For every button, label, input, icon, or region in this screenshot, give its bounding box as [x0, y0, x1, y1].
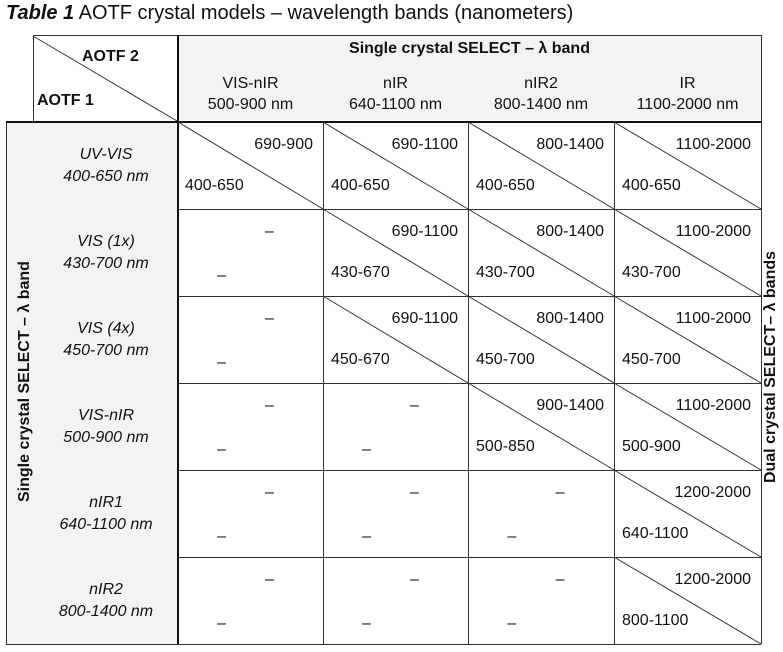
table-cell: [614, 470, 761, 557]
cell-top-value: –: [555, 484, 565, 501]
table-cell: [178, 122, 323, 209]
row-header-name: nIR1: [89, 494, 123, 511]
cell-bottom-value: 500-900: [622, 438, 681, 455]
cell-top-value: 690-900: [254, 136, 313, 153]
cell-top-value: –: [265, 310, 274, 327]
column-header-name: nIR: [383, 75, 408, 92]
cell-top-value: 1200-2000: [674, 571, 751, 588]
grid-line: [761, 35, 762, 644]
table-cell: [323, 470, 468, 557]
table-cell: [614, 557, 761, 644]
table-cell: [614, 209, 761, 296]
table-cell: [468, 557, 614, 644]
corner-aotf2: AOTF 2: [82, 48, 139, 65]
row-header-range: 430-700 nm: [63, 255, 149, 272]
cell-bottom-value: –: [217, 528, 227, 545]
cell-top-value: –: [555, 571, 565, 588]
cell-top-value: –: [410, 571, 419, 588]
column-header-name: VIS-nIR: [222, 75, 279, 92]
cell-top-value: 800-1400: [536, 310, 604, 327]
cell-top-value: –: [410, 484, 419, 501]
table-cell: [178, 383, 323, 470]
cell-bottom-value: 800-1100: [622, 612, 689, 629]
cell-bottom-value: –: [507, 528, 517, 545]
table-cell: [323, 296, 468, 383]
table-cell: [178, 209, 323, 296]
cell-top-value: 1200-2000: [674, 484, 751, 501]
cell-bottom-value: 430-700: [622, 264, 681, 281]
cell-bottom-value: 400-650: [622, 177, 681, 194]
left-header: Single crystal SELECT – λ band: [16, 261, 33, 502]
cell-bottom-value: –: [507, 615, 517, 632]
column-header-name: nIR2: [524, 75, 558, 92]
table-cell: [468, 470, 614, 557]
cell-bottom-value: –: [362, 615, 372, 632]
column-header-range: 1100-2000 nm: [636, 96, 739, 113]
cell-top-value: 1100-2000: [675, 136, 751, 153]
top-header: Single crystal SELECT – λ band: [349, 40, 590, 57]
row-header-name: VIS-nIR: [77, 407, 134, 424]
table-cell: [323, 122, 468, 209]
cell-top-value: –: [265, 223, 274, 240]
table-cell: [178, 296, 323, 383]
cell-top-value: 1100-2000: [675, 397, 751, 414]
cell-bottom-value: –: [217, 441, 227, 458]
cell-top-value: 690-1100: [391, 136, 458, 153]
table-cell: [614, 383, 761, 470]
table-cell: [323, 383, 468, 470]
cell-top-value: 1100-2000: [675, 310, 751, 327]
column-header-range: 640-1100 nm: [348, 96, 443, 113]
caption-label: Table 1: [6, 2, 75, 24]
right-header: Dual crystal SELECT– λ bands: [762, 250, 779, 484]
cell-bottom-value: 640-1100: [622, 525, 689, 542]
table-cell: [614, 122, 761, 209]
cell-bottom-value: 430-670: [331, 264, 390, 281]
cell-bottom-value: –: [362, 528, 372, 545]
cell-bottom-value: –: [217, 267, 227, 284]
column-header-range: 500-900 nm: [207, 96, 294, 113]
table-cell: [178, 470, 323, 557]
row-header-name: nIR2: [89, 581, 123, 598]
cell-bottom-value: 450-700: [622, 351, 681, 368]
table-cell: [323, 557, 468, 644]
table-cell: [468, 383, 614, 470]
cell-top-value: 800-1400: [536, 223, 604, 240]
cell-bottom-value: 500-850: [476, 438, 535, 455]
cell-bottom-value: 430-700: [476, 264, 535, 281]
grid-line: [33, 35, 34, 122]
row-header-range: 640-1100 nm: [59, 516, 153, 533]
cell-bottom-value: –: [217, 354, 227, 371]
cell-top-value: –: [265, 397, 274, 414]
table-cell: [468, 296, 614, 383]
column-header-range: 800-1400 nm: [493, 96, 589, 113]
cell-top-value: –: [410, 397, 419, 414]
table-cell: [468, 122, 614, 209]
caption-text: AOTF crystal models – wavelength bands (nanometers): [78, 2, 574, 24]
cell-top-value: 690-1100: [391, 310, 458, 327]
grid-line: [6, 644, 761, 645]
cell-bottom-value: 400-650: [476, 177, 535, 194]
row-header-name: UV-VIS: [79, 146, 133, 163]
row-header-range: 400-650 nm: [63, 168, 149, 185]
cell-bottom-value: 400-650: [185, 177, 244, 194]
row-header-name: VIS (4x): [77, 320, 135, 337]
cell-top-value: –: [265, 484, 274, 501]
cell-top-value: 900-1400: [536, 397, 604, 414]
row-header-range: 800-1400 nm: [58, 603, 154, 620]
cell-bottom-value: –: [362, 441, 372, 458]
table-cell: [323, 209, 468, 296]
row-header-name: VIS (1x): [77, 233, 135, 250]
cell-bottom-value: 450-700: [476, 351, 535, 368]
column-header-name: IR: [679, 75, 696, 92]
cell-bottom-value: –: [217, 615, 227, 632]
cell-top-value: 690-1100: [391, 223, 458, 240]
cell-top-value: –: [265, 571, 274, 588]
cell-bottom-value: 400-650: [331, 177, 390, 194]
table-caption: [6, 2, 573, 25]
cell-top-value: 800-1400: [536, 136, 604, 153]
row-header-range: 500-900 nm: [63, 429, 149, 446]
row-header-range: 450-700 nm: [63, 342, 149, 359]
grid-line: [6, 122, 7, 644]
corner-aotf1: AOTF 1: [37, 92, 94, 109]
cell-top-value: 1100-2000: [675, 223, 751, 240]
table-cell: [614, 296, 761, 383]
grid-line: [33, 35, 761, 36]
table-cell: [468, 209, 614, 296]
cell-bottom-value: 450-670: [331, 351, 390, 368]
table-cell: [178, 557, 323, 644]
